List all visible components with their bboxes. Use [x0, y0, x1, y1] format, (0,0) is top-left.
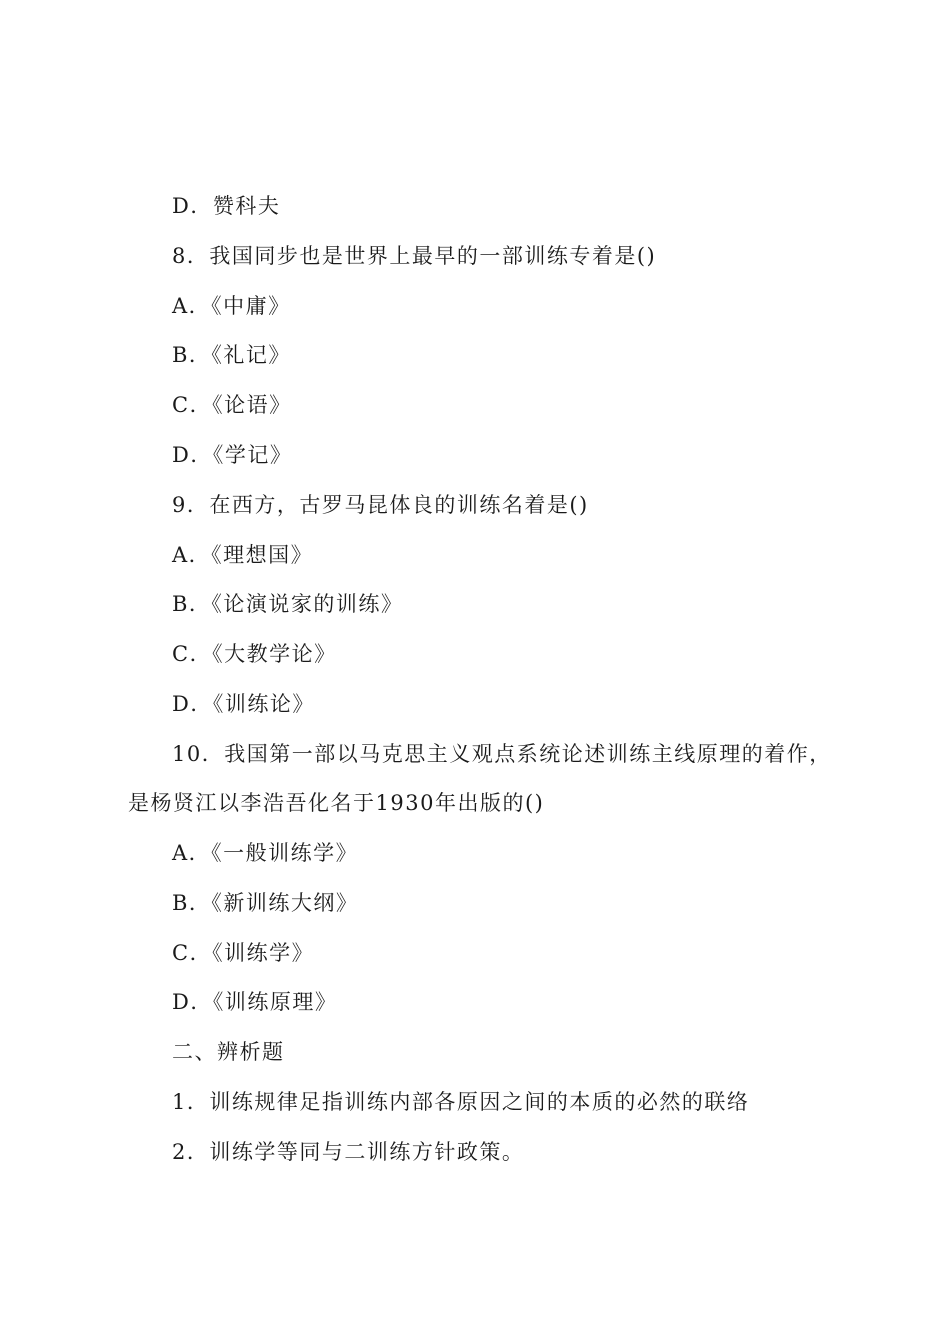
option-c-q8: C．《论语》: [172, 393, 292, 417]
option-a-q9: A．《理想国》: [172, 543, 314, 567]
question-8: 8．我国同步也是世界上最早的一部训练专着是(): [172, 244, 657, 268]
option-d-q10: D．《训练原理》: [172, 990, 338, 1014]
analysis-item-1: 1．训练规律足指训练内部各原因之间的本质的必然的联络: [172, 1090, 750, 1114]
option-a-q8: A．《中庸》: [172, 294, 291, 318]
option-b-q10: B．《新训练大纲》: [172, 891, 359, 915]
option-d-q7: D．赞科夫: [172, 194, 281, 218]
option-d-q9: D．《训练论》: [172, 692, 315, 716]
option-c-q9: C．《大教学论》: [172, 642, 337, 666]
option-b-q8: B．《礼记》: [172, 343, 291, 367]
question-10-line-1: 10．我国第一部以马克思主义观点系统论述训练主线原理的着作，: [172, 742, 832, 766]
option-d-q8: D．《学记》: [172, 443, 293, 467]
section-heading-analysis: 二、辨析题: [172, 1040, 285, 1064]
analysis-item-2: 2．训练学等同与二训练方针政策。: [172, 1140, 525, 1164]
option-c-q10: C．《训练学》: [172, 941, 315, 965]
question-9: 9．在西方，古罗马昆体良的训练名着是(): [172, 493, 589, 517]
question-10-line-2: 是杨贤江以李浩吾化名于1930年出版的(): [128, 791, 545, 815]
option-a-q10: A．《一般训练学》: [172, 841, 359, 865]
option-b-q9: B．《论演说家的训练》: [172, 592, 404, 616]
